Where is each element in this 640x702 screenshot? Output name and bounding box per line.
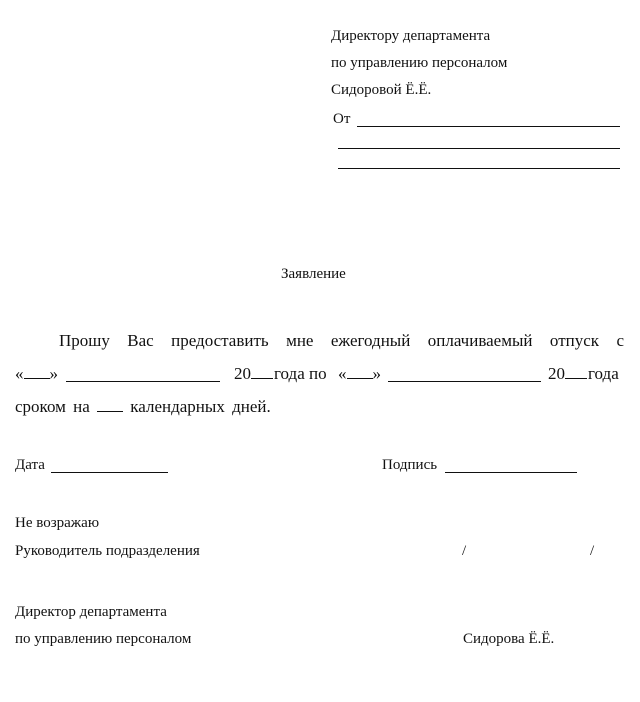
end-year-prefix: 20: [548, 364, 565, 383]
open-quote-1: «: [15, 364, 24, 383]
from-field-line-2: [338, 148, 620, 149]
from-year-suffix: года по: [274, 364, 327, 383]
signature-field-line: [445, 472, 577, 473]
date-field-line: [51, 472, 168, 473]
end-year-blank: [565, 364, 587, 379]
director-name: Сидорова Ё.Ё.: [463, 631, 555, 647]
start-day-blank: [24, 364, 50, 379]
body-row-1: Прошу Вас предоставить мне ежегодный оплачиваемый отпуск с: [59, 331, 624, 350]
start-year-prefix: 20: [234, 364, 251, 383]
days-blank: [97, 397, 123, 412]
duration-suffix: календарных дней.: [130, 397, 271, 416]
end-month-blank: [388, 381, 541, 382]
no-objection-label: Не возражаю: [15, 515, 100, 531]
end-year: [548, 364, 619, 384]
head-of-unit-label: Руководитель подразделения: [15, 543, 200, 559]
duration-label: сроком на: [15, 397, 90, 416]
end-day: [338, 364, 381, 384]
addressee-line-1: Директору департамента: [331, 28, 491, 44]
from-field-line-3: [338, 168, 620, 169]
start-year: [234, 364, 327, 384]
addressee-line-2: по управлению персоналом: [331, 55, 508, 71]
to-year-suffix: года: [588, 364, 619, 383]
end-day-blank: [347, 364, 373, 379]
start-year-blank: [251, 364, 273, 379]
body-row-2: [15, 364, 58, 384]
slash-2: /: [590, 543, 595, 559]
director-line-2: по управлению персоналом: [15, 631, 192, 647]
from-field-line-1: [357, 126, 620, 127]
start-month-blank: [66, 381, 220, 382]
body-row-3: [15, 397, 271, 417]
director-line-1: Директор департамента: [15, 604, 167, 620]
date-label: Дата: [15, 457, 45, 473]
close-quote-2: »: [372, 364, 381, 383]
close-quote-1: »: [49, 364, 58, 383]
addressee-line-3: Сидоровой Ё.Ё.: [331, 82, 432, 98]
open-quote-2: «: [338, 364, 347, 383]
signature-label: Подпись: [382, 457, 438, 473]
slash-1: /: [462, 543, 467, 559]
from-label: От: [333, 111, 351, 127]
document-title: Заявление: [281, 266, 346, 282]
